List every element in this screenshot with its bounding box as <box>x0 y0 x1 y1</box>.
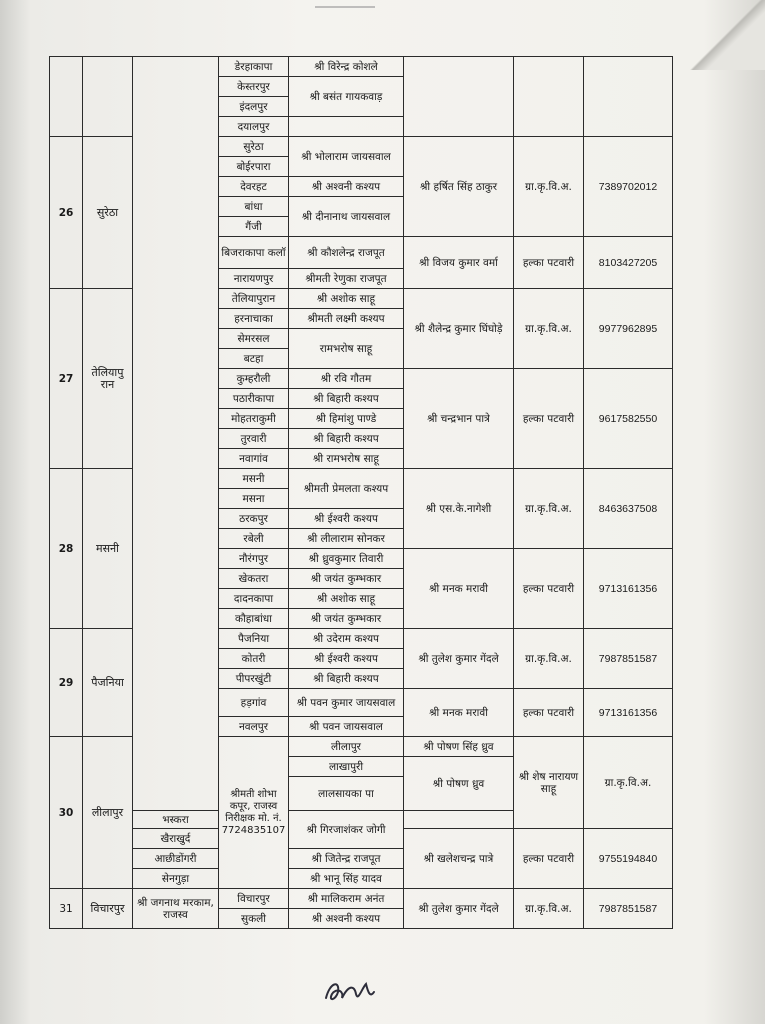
village-cell: तेलियापुरान <box>219 289 289 309</box>
village-cell: सुकली <box>219 909 289 929</box>
supervisor-phone: 7987851587 <box>584 889 673 929</box>
serial-number: 27 <box>50 289 83 469</box>
supervisor-name: श्री मनक मरावी <box>404 689 514 737</box>
officer-cell: श्रीमती प्रेमलता कश्यप <box>289 469 404 509</box>
supervisor-post: हल्का पटवारी <box>514 549 584 629</box>
allocation-table <box>49 56 673 929</box>
officer-cell: श्री कौशलेन्द्र राजपूत <box>289 237 404 269</box>
serial-number: 26 <box>50 137 83 289</box>
village-cell: नौरंगपुर <box>219 549 289 569</box>
village-cell: दयालपुर <box>219 117 289 137</box>
village-cell: सुरेठा <box>219 137 289 157</box>
village-cell: बिजराकापा कलॉ <box>219 237 289 269</box>
supervisor-post: ग्रा.कृ.वि.अ. <box>514 469 584 549</box>
officer-cell: श्री भानू सिंह यादव <box>289 869 404 889</box>
village-cell: लाखापुरी <box>289 757 404 777</box>
serial-number: 30 <box>50 737 83 889</box>
supervisor-name: श्री तुलेश कुमार गेंदले <box>404 889 514 929</box>
village-cell: इंदलपुर <box>219 97 289 117</box>
supervisor-cell <box>404 57 514 137</box>
serial-number: 31 <box>50 889 83 929</box>
officer-cell: श्री बिहारी कश्यप <box>289 429 404 449</box>
officer-cell: श्री पवन कुमार जायसवाल <box>289 689 404 717</box>
officer-cell: श्री पोषण ध्रुव <box>404 757 514 811</box>
village-cell: गैंजी <box>219 217 289 237</box>
supervisor-post: हल्का पटवारी <box>514 689 584 737</box>
cluster-cell <box>83 57 133 137</box>
supervisor-phone: 9977962895 <box>584 289 673 369</box>
officer-cell: श्री पवन जायसवाल <box>289 717 404 737</box>
village-cell: मोहतराकुमी <box>219 409 289 429</box>
supervisor-name: श्री मनक मरावी <box>404 549 514 629</box>
supervisor-post: ग्रा.कृ.वि.अ. <box>514 289 584 369</box>
inspector-name: श्री जगनाथ मरकाम, राजस्व <box>133 889 219 929</box>
village-cell: आछीडोंगरी <box>133 849 219 869</box>
village-cell: मसना <box>219 489 289 509</box>
village-cell: भस्करा <box>133 811 219 829</box>
supervisor-name: श्री तुलेश कुमार गेंदले <box>404 629 514 689</box>
supervisor-name: श्री एस.के.नागेशी <box>404 469 514 549</box>
supervisor-name: श्री हर्षित सिंह ठाकुर <box>404 137 514 237</box>
village-cell: मसनी <box>219 469 289 489</box>
village-cell: केस्तरपुर <box>219 77 289 97</box>
supervisor-name: श्री खलेशचन्द्र पात्रे <box>404 829 514 889</box>
officer-cell: श्री दीनानाथ जायसवाल <box>289 197 404 237</box>
village-cell: नारायणपुर <box>219 269 289 289</box>
village-cell: खैराखुर्द <box>133 829 219 849</box>
table-row <box>50 57 673 77</box>
officer-cell: श्री बसंत गायकवाड़ <box>289 77 404 117</box>
officer-cell: श्री लीलाराम सोनकर <box>289 529 404 549</box>
cluster-name: सुरेठा <box>83 137 133 289</box>
village-cell: बटहा <box>219 349 289 369</box>
supervisor-phone: 9755194840 <box>584 829 673 889</box>
table-row <box>50 889 673 909</box>
officer-cell: श्रीमती रेणुका राजपूत <box>289 269 404 289</box>
serial-cell <box>50 57 83 137</box>
officer-cell: श्री मालिकराम अनंत <box>289 889 404 909</box>
officer-cell: श्री पोषण सिंह ध्रुव <box>404 737 514 757</box>
cluster-name: विचारपुर <box>83 889 133 929</box>
village-cell: खेकतरा <box>219 569 289 589</box>
officer-cell: श्री रवि गौतम <box>289 369 404 389</box>
supervisor-phone: 8463637508 <box>584 469 673 549</box>
cluster-name: तेलियापु रान <box>83 289 133 469</box>
officer-cell: रामभरोष साहू <box>289 329 404 369</box>
village-cell: कुम्हरौली <box>219 369 289 389</box>
supervisor-post: ग्रा.कृ.वि.अ. <box>584 737 673 829</box>
officer-cell: श्रीमती लक्ष्मी कश्यप <box>289 309 404 329</box>
supervisor-phone: 7389702012 <box>584 137 673 237</box>
officer-cell: श्री जितेन्द्र राजपूत <box>289 849 404 869</box>
officer-cell: श्री बिहारी कश्यप <box>289 669 404 689</box>
officer-cell: श्री ध्रुवकुमार तिवारी <box>289 549 404 569</box>
officer-cell: श्री जयंत कुम्भकार <box>289 609 404 629</box>
supervisor-post: ग्रा.कृ.वि.अ. <box>514 137 584 237</box>
village-cell: कौहाबांधा <box>219 609 289 629</box>
supervisor-name: श्री शैलेन्द्र कुमार घिंघोड़े <box>404 289 514 369</box>
inspector-cell <box>133 57 219 811</box>
village-cell: सेनगुड़ा <box>133 869 219 889</box>
officer-cell: श्री हिमांशु पाण्डे <box>289 409 404 429</box>
village-cell: लीलापुर <box>289 737 404 757</box>
village-cell: तुरवारी <box>219 429 289 449</box>
officer-cell: श्री अशोक साहू <box>289 289 404 309</box>
supervisor-name: श्री विजय कुमार वर्मा <box>404 237 514 289</box>
village-cell: बोईरपारा <box>219 157 289 177</box>
cluster-name: मसनी <box>83 469 133 629</box>
village-cell: पैजनिया <box>219 629 289 649</box>
officer-cell: श्री ईश्वरी कश्यप <box>289 649 404 669</box>
village-cell: ठरकपुर <box>219 509 289 529</box>
supervisor-phone: 9713161356 <box>584 689 673 737</box>
village-cell: नवागांव <box>219 449 289 469</box>
supervisor-post: हल्का पटवारी <box>514 237 584 289</box>
village-cell: कोतरी <box>219 649 289 669</box>
officer-cell: श्री जयंत कुम्भकार <box>289 569 404 589</box>
supervisor-post: ग्रा.कृ.वि.अ. <box>514 629 584 689</box>
officer-cell: श्री भोलाराम जायसवाल <box>289 137 404 177</box>
village-cell: देवरहट <box>219 177 289 197</box>
officer-cell: श्री अश्वनी कश्यप <box>289 909 404 929</box>
cluster-name: लीलापुर <box>83 737 133 889</box>
cluster-name: पैजनिया <box>83 629 133 737</box>
supervisor-post: हल्का पटवारी <box>514 829 584 889</box>
officer-cell: श्री गिरजाशंकर जोगी <box>289 811 404 849</box>
supervisor-name: श्री शेष नारायण साहू <box>514 737 584 829</box>
handwritten-signature <box>318 968 388 1013</box>
phone-cell <box>584 57 673 137</box>
village-cell: लालसायका पा <box>289 777 404 811</box>
top-smudge <box>315 6 375 14</box>
officer-cell: श्री बिहारी कश्यप <box>289 389 404 409</box>
village-cell: नवलपुर <box>219 717 289 737</box>
officer-cell <box>289 117 404 137</box>
supervisor-phone: 7987851587 <box>584 629 673 689</box>
village-cell: हरनाचाका <box>219 309 289 329</box>
supervisor-phone: 8103427205 <box>584 237 673 289</box>
page-fold-shadow <box>690 0 765 70</box>
inspector-name: श्रीमती शोभा कपूर, राजस्व निरीक्षक मो. नं. 7724835107 <box>219 737 289 889</box>
officer-cell: श्री उदेराम कश्यप <box>289 629 404 649</box>
officer-cell: श्री रामभरोष साहू <box>289 449 404 469</box>
village-cell: हड़गांव <box>219 689 289 717</box>
supervisor-phone: 9713161356 <box>584 549 673 629</box>
village-cell: रबेली <box>219 529 289 549</box>
officer-cell: श्री ईश्वरी कश्यप <box>289 509 404 529</box>
supervisor-phone: 9617582550 <box>584 369 673 469</box>
village-cell: विचारपुर <box>219 889 289 909</box>
officer-cell: श्री अशोक साहू <box>289 589 404 609</box>
village-cell: डेरहाकापा <box>219 57 289 77</box>
officer-cell: श्री अश्वनी कश्यप <box>289 177 404 197</box>
serial-number: 29 <box>50 629 83 737</box>
village-cell: दादनकापा <box>219 589 289 609</box>
post-cell <box>514 57 584 137</box>
officer-cell: श्री विरेन्द्र कोशले <box>289 57 404 77</box>
serial-number: 28 <box>50 469 83 629</box>
village-cell: पीपरखुंटी <box>219 669 289 689</box>
village-cell: पठारीकापा <box>219 389 289 409</box>
supervisor-post: ग्रा.कृ.वि.अ. <box>514 889 584 929</box>
village-cell: बांधा <box>219 197 289 217</box>
village-cell: सेमरसल <box>219 329 289 349</box>
supervisor-post: हल्का पटवारी <box>514 369 584 469</box>
supervisor-name: श्री चन्द्रभान पात्रे <box>404 369 514 469</box>
